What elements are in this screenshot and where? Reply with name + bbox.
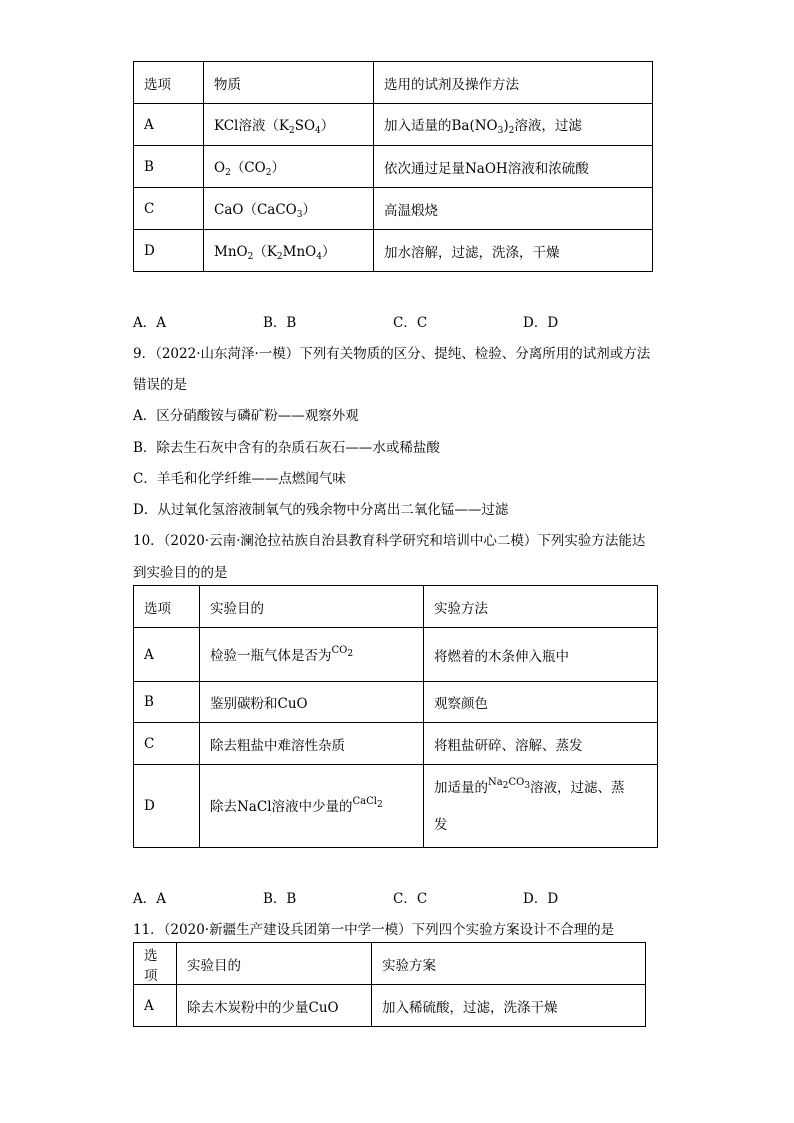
header-cell: 物质 xyxy=(204,62,374,104)
option-cell: B xyxy=(134,682,200,723)
table-header-row xyxy=(134,62,653,104)
q8-table xyxy=(133,61,653,272)
answer-option-d[interactable]: D．D xyxy=(523,891,559,907)
table-row xyxy=(134,146,653,188)
answer-option-a[interactable]: A．A xyxy=(133,891,166,907)
method-cell: 将燃着的木条伸入瓶中 xyxy=(424,628,658,682)
header-cell: 选项 xyxy=(134,586,200,628)
purpose-cell: 鉴别碳粉和CuO xyxy=(200,682,424,723)
q10-table xyxy=(133,585,658,848)
substance-cell: KCl溶液$(K_2SO_4)$ xyxy=(204,104,374,146)
answer-option-c[interactable]: C．C xyxy=(393,315,428,331)
purpose-cell: 检验一瓶气体是否为$^{CO_2}$ xyxy=(200,628,424,682)
header-cell: 选用的试剂及操作方法 xyxy=(374,62,653,104)
q8-answer-options xyxy=(133,311,653,331)
option-cell: D xyxy=(134,230,204,272)
q9-choice-b[interactable]: B．除去生石灰中含有的杂质石灰石——水或稀盐酸 xyxy=(133,440,440,456)
header-cell: 实验方法 xyxy=(424,586,658,628)
table-row xyxy=(134,765,658,848)
table-row xyxy=(134,188,653,230)
option-cell: B xyxy=(134,146,204,188)
q11-stem: 11．（2020·新疆生产建设兵团第一中学一模）下列四个实验方案设计不合理的是 xyxy=(133,922,615,938)
method-cell: 依次通过足量NaOH溶液和浓硫酸 xyxy=(374,146,653,188)
substance-cell: $MnO_2(K_2MnO_4)$ xyxy=(204,230,374,272)
option-cell: C xyxy=(134,188,204,230)
table-row xyxy=(134,230,653,272)
answer-option-c[interactable]: C．C xyxy=(393,891,428,907)
purpose-cell: 除去粗盐中难溶性杂质 xyxy=(200,723,424,765)
table-row xyxy=(134,628,658,682)
table-header-row xyxy=(134,943,646,985)
header-cell: 实验目的 xyxy=(200,586,424,628)
header-cell: 选项 xyxy=(134,62,204,104)
header-cell: 选项 xyxy=(134,943,177,985)
header-cell: 实验方案 xyxy=(372,943,646,985)
method-cell: 将粗盐研碎、溶解、蒸发 xyxy=(424,723,658,765)
answer-option-b[interactable]: B．B xyxy=(263,891,297,907)
q10-stem-line1: 10．（2020·云南·澜沧拉祜族自治县教育科学研究和培训中心二模）下列实验方法能达 xyxy=(133,533,646,549)
q9-choice-d[interactable]: D．从过氧化氢溶液制氧气的残余物中分离出二氧化锰——过滤 xyxy=(133,502,509,518)
answer-option-a[interactable]: A．A xyxy=(133,315,166,331)
table-row xyxy=(134,104,653,146)
table-row xyxy=(134,985,646,1027)
method-cell: 加水溶解，过滤，洗涤，干燥 xyxy=(374,230,653,272)
table-row xyxy=(134,682,658,723)
q11-table xyxy=(133,942,646,1027)
q9-stem-line2: 错误的是 xyxy=(133,377,187,393)
option-cell: C xyxy=(134,723,200,765)
method-cell: 观察颜色 xyxy=(424,682,658,723)
q10-stem-line2: 到实验目的的是 xyxy=(133,565,228,581)
table-row xyxy=(134,723,658,765)
q10-answer-options xyxy=(133,887,653,907)
table-header-row xyxy=(134,586,658,628)
option-cell: A xyxy=(134,104,204,146)
answer-option-d[interactable]: D．D xyxy=(523,315,559,331)
option-cell: A xyxy=(134,628,200,682)
method-cell: 高温煅烧 xyxy=(374,188,653,230)
method-cell: 加入稀硫酸，过滤，洗涤干燥 xyxy=(372,985,646,1027)
purpose-cell: 除去木炭粉中的少量CuO xyxy=(177,985,372,1027)
purpose-cell: 除去NaCl溶液中少量的$^{CaCl_2}$ xyxy=(200,765,424,848)
option-cell: D xyxy=(134,765,200,848)
substance-cell: $O_2(CO_2)$ xyxy=(204,146,374,188)
header-cell: 实验目的 xyxy=(177,943,372,985)
q9-choice-a[interactable]: A．区分硝酸铵与磷矿粉——观察外观 xyxy=(133,408,359,424)
method-cell: 加适量的$^{Na_2CO_3}$溶液，过滤、蒸 发 xyxy=(424,765,658,848)
substance-cell: CaO（CaCO$_3$） xyxy=(204,188,374,230)
q9-choice-c[interactable]: C．羊毛和化学纤维——点燃闻气味 xyxy=(133,471,346,487)
option-cell: A xyxy=(134,985,177,1027)
answer-option-b[interactable]: B．B xyxy=(263,315,297,331)
q9-stem-line1: 9．（2022·山东菏泽·一模）下列有关物质的区分、提纯、检验、分离所用的试剂或方法 xyxy=(133,346,651,362)
method-cell: 加入适量的$Ba(NO_3)_2$溶液，过滤 xyxy=(374,104,653,146)
